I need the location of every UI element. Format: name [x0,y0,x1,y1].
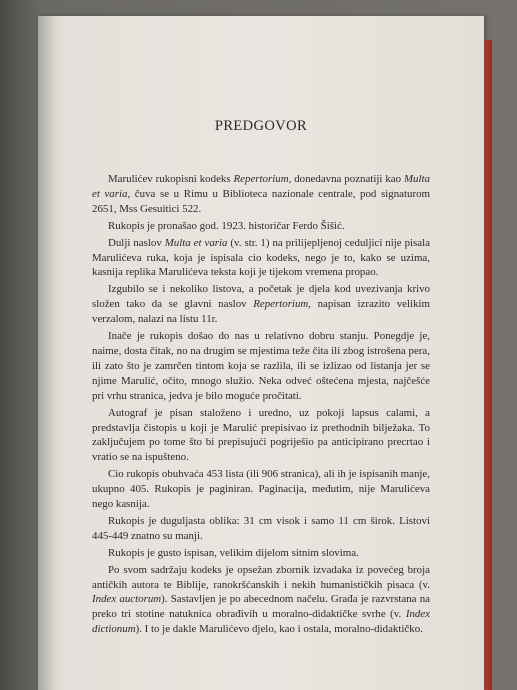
paragraph [92,172,430,217]
paragraph [92,406,430,466]
paragraph [92,282,430,327]
text-run: Po svom sadržaju kodeks je opsežan zbornik izvadaka iz povećeg broja antičkih autora te Biblije, ranokršćanskih i nekih humanističkih pisaca (v. [92,563,430,591]
text-run: napisan izrazito velikim verzalom, nalazi na listu 11r. [92,298,431,326]
italic-title-run: Multa et varia, [92,173,430,200]
text-run: Marulićev rukopisni kodeks [108,173,234,185]
text-run: čuva se u Rimu u Biblioteca nazionale centrale, pod signaturom 2651, Mss Gesuitici 522. [92,187,430,215]
italic-title-run: Repertorium, [233,173,292,185]
text-run: Rukopis je pronašao god. 1923. historičar Ferdo Šišić. [108,219,345,232]
book-page [38,16,484,690]
paragraph [92,546,430,561]
italic-title-run: Index auctorum [92,593,162,606]
paragraph [92,514,430,544]
paragraph [92,219,430,234]
text-run: donedavna poznatiji kao [291,173,404,185]
text-run: ). I to je dakle Marulićevo djelo, kao i ostala, moralno-didaktičko. [135,623,423,636]
text-run: Dulji naslov [108,236,165,249]
italic-title-run: Multa et varia [164,236,228,249]
text-run: ). Sastavljen je po abecednom načelu. Građa je razvrstana na preko tri stotine natuknica obrađivih u moralno-didaktičke svrhe (v. [92,593,430,621]
text-run: Inače je rukopis došao do nas u relativno dobru stanju. Ponegdje je, naime, dosta čitak, no na drugim se mjestima teže čita ili zbog istrošena pera, ili zato što je zamrčen tintom koja se razlila, ili se izlizao od listanja jer se njime Marulić, očito, mnogo služio. Neka odveć oštećena mjesta, najčešće pri vrhu stranica, jedva je bilo moguće pročitati. [92,330,430,402]
text-run: (v. str. 1) na prilijepljenoj ceduljici nije pisala Marulićeva ruka, koja je ispisala cio kodeks, nego je to, kako se uzima, kasnija replika Marulićeva teksta koji je tijekom vremena propao. [92,236,430,279]
paragraph [92,563,430,638]
text-run: Cio rukopis obuhvaća 453 lista (ili 906 stranica), ali ih je ispisanih manje, ukupno 405. Rukopis je paginiran. Paginacija, međutim, nije Marulićeva nego kasnija. [92,468,430,511]
italic-title-run: Repertorium, [253,298,311,311]
body-text [92,172,430,639]
text-run: Izgubilo se i nekoliko listova, a početak je djela kod uvezivanja krivo složen tako da se glavni naslov [92,283,430,311]
paragraph [92,236,430,281]
paragraph [92,467,430,512]
page-heading: PREDGOVOR [214,118,308,134]
text-run: Rukopis je gusto ispisan, velikim dijelom sitnim slovima. [108,546,359,559]
italic-title-run: Index dictionum [92,608,430,636]
paragraph [92,329,430,404]
text-run: Rukopis je duguljasta oblika: 31 cm visok i samo 11 cm širok. Listovi 445-449 znatno su manji. [92,514,430,542]
text-run: Autograf je pisan staloženo i uredno, uz pokoji lapsus calami, a predstavlja čistopis u koji je Marulić prepisivao iz prethodnih bilježaka. To zaključujem po tome što bi prepisujući pogriješio pa anticipirano precrtao i vratio se na ispušteno. [92,406,430,464]
